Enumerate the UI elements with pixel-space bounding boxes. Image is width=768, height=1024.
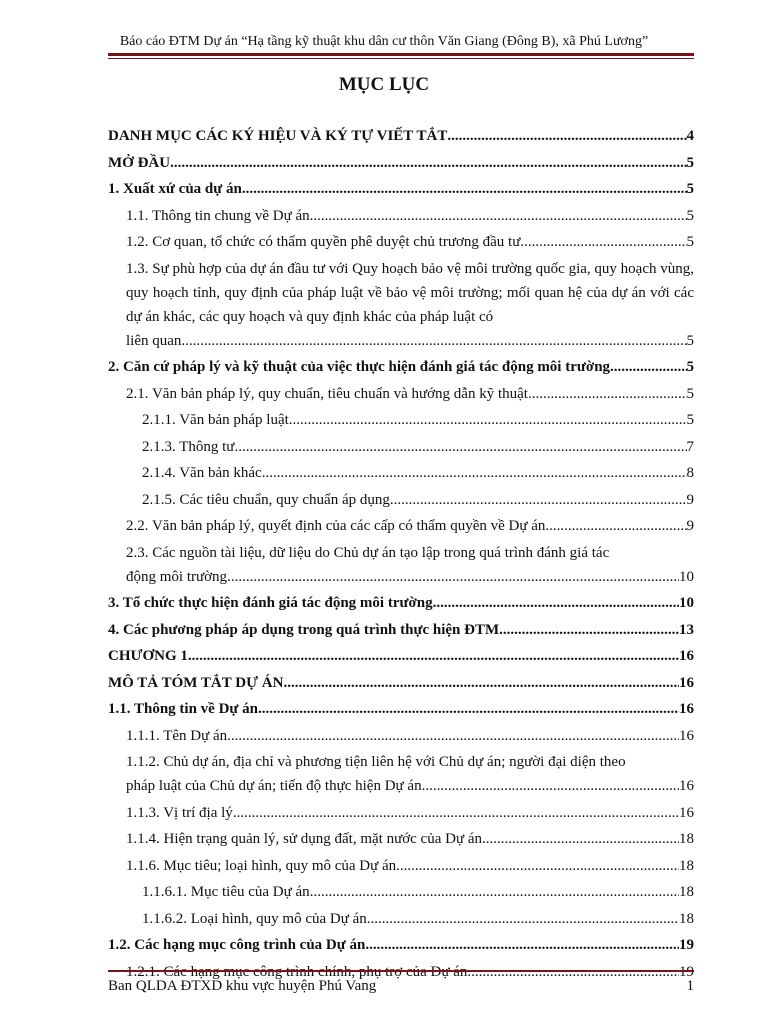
toc-entry[interactable] <box>108 644 694 668</box>
toc-entry-title: 1.1.3. Vị trí địa lý <box>126 804 233 821</box>
toc-entry-page: 9 <box>686 518 694 534</box>
toc-entry-title: liên quan <box>126 332 182 349</box>
toc-entry[interactable] <box>108 461 694 485</box>
toc-entry-line <box>142 880 694 904</box>
toc-entry-title: 1.1.6.1. Mục tiêu của Dự án <box>142 884 310 900</box>
toc-entry[interactable] <box>108 408 694 432</box>
toc-dot-leader <box>242 177 687 201</box>
toc-entry-page: 5 <box>686 181 694 197</box>
toc-entry-title: 1.1.1. Tên Dự án <box>126 727 228 744</box>
toc-entry-title: pháp luật của Chủ dự án; tiến độ thực hiện Dự án <box>126 778 422 794</box>
toc-entry-line <box>126 565 694 589</box>
toc-dot-leader <box>422 774 679 798</box>
toc-dot-leader <box>545 514 686 538</box>
toc-entry[interactable] <box>108 933 694 957</box>
toc-entry-page: 10 <box>679 595 694 611</box>
toc-entry-title: 1.1. Thông tin chung về Dự án <box>126 207 310 224</box>
toc-entry-wrapped-text: 2.3. Các nguồn tài liệu, dữ liệu do Chủ dự án tạo lập trong quá trình đánh giá tác <box>126 544 610 561</box>
toc-entry-line <box>108 177 694 201</box>
toc-dot-leader <box>528 382 687 406</box>
toc-entry-title: động môi trường <box>126 568 228 585</box>
toc-entry[interactable] <box>108 907 694 931</box>
toc-entry-line <box>108 124 694 148</box>
toc-entry-title: MỞ ĐẦU <box>108 154 171 171</box>
toc-entry[interactable] <box>108 382 694 406</box>
toc-entry-title: MÔ TẢ TÓM TẮT DỰ ÁN <box>108 674 284 691</box>
toc-entry[interactable] <box>108 880 694 904</box>
toc-dot-leader <box>365 933 679 957</box>
toc-entry-title: 1.1.6. Mục tiêu; loại hình, quy mô của Dự án <box>126 857 397 874</box>
toc-entry[interactable] <box>108 435 694 459</box>
toc-entry-line <box>126 827 694 851</box>
toc-dot-leader <box>499 618 679 642</box>
toc-entry-line <box>126 204 694 228</box>
toc-entry-line <box>126 514 694 538</box>
toc-dot-leader <box>390 488 687 512</box>
toc-entry-page: 5 <box>686 412 694 428</box>
toc-dot-leader <box>188 644 679 668</box>
toc-entry-line <box>108 591 694 615</box>
toc-entry-line <box>142 435 694 459</box>
footer-organization: Ban QLDA ĐTXD khu vực huyện Phú Vang <box>108 978 377 994</box>
toc-entry-title: DANH MỤC CÁC KÝ HIỆU VÀ KÝ TỰ VIẾT TẮT <box>108 128 448 144</box>
toc-entry-title: 2.1. Văn bản pháp lý, quy chuẩn, tiêu chuẩn và hướng dẫn kỹ thuật <box>126 385 528 402</box>
toc-entry-page: 5 <box>686 385 694 402</box>
toc-entry-page: 13 <box>679 621 694 638</box>
running-header: Báo cáo ĐTM Dự án “Hạ tầng kỹ thuật khu dân cư thôn Văn Giang (Đông B), xã Phú Lương” <box>119 34 649 49</box>
toc-dot-leader <box>227 565 679 589</box>
toc-entry-line <box>126 854 694 878</box>
toc-entry-page: 19 <box>679 937 694 953</box>
toc-entry-wrapped-text: 1.1.2. Chủ dự án, địa chỉ và phương tiện liên hệ với Chủ dự án; người đại diện theo <box>126 754 626 770</box>
toc-entry-title: 1. Xuất xứ của dự án <box>108 181 242 197</box>
toc-entry-line <box>108 697 694 721</box>
toc-entry-title: 2. Căn cứ pháp lý và kỹ thuật của việc thực hiện đánh giá tác động môi trường <box>108 359 611 375</box>
toc-entry-page: 5 <box>686 207 694 224</box>
toc-entry-wrapped-text: 1.3. Sự phù hợp của dự án đầu tư với Quy hoạch bảo vệ môi trường quốc gia, quy hoạch vùng, quy hoạch tỉnh, quy định của pháp luật về bảo vệ môi trường; mối quan hệ của dự án với các dự án khác, các quy hoạch và quy định khác của pháp luật có <box>126 260 694 325</box>
toc-entry[interactable] <box>108 151 694 175</box>
toc-entry[interactable] <box>108 541 694 589</box>
toc-entry[interactable] <box>108 124 694 148</box>
toc-entry[interactable] <box>108 827 694 851</box>
toc-entry[interactable] <box>108 488 694 512</box>
toc-entry-line <box>126 724 694 748</box>
toc-entry[interactable] <box>108 230 694 254</box>
toc-entry-title: 3. Tổ chức thực hiện đánh giá tác động môi trường <box>108 595 433 611</box>
toc-entry-page: 16 <box>679 648 694 664</box>
toc-dot-leader <box>181 329 686 353</box>
toc-entry[interactable] <box>108 177 694 201</box>
toc-entry-page: 5 <box>686 359 694 375</box>
toc-entry[interactable] <box>108 355 694 379</box>
toc-entry-line <box>142 408 694 432</box>
toc-entry-page: 8 <box>686 465 694 481</box>
header-rule-thick <box>108 53 694 56</box>
toc-dot-leader <box>234 435 686 459</box>
toc-entry-line <box>126 801 694 825</box>
page-title: MỤC LỤC <box>338 74 430 95</box>
toc-dot-leader <box>447 124 686 148</box>
toc-dot-leader <box>520 230 686 254</box>
toc-entry-line <box>126 774 694 798</box>
toc-entry-title: 2.1.1. Văn bản pháp luật <box>142 412 289 428</box>
toc-entry-title: 1.1. Thông tin về Dự án <box>108 701 259 717</box>
toc-entry-page: 18 <box>679 857 694 874</box>
toc-entry-line <box>126 382 694 406</box>
toc-entry[interactable] <box>108 618 694 642</box>
toc-entry-page: 5 <box>686 154 694 171</box>
toc-entry[interactable] <box>108 591 694 615</box>
toc-dot-leader <box>262 461 687 485</box>
toc-entry-line <box>142 461 694 485</box>
toc-entry-page: 10 <box>679 568 694 585</box>
toc-dot-leader <box>610 355 686 379</box>
toc-entry-title: 1.2. Cơ quan, tổ chức có thẩm quyền phê duyệt chủ trương đầu tư <box>126 234 521 250</box>
toc-dot-leader <box>367 907 679 931</box>
table-of-contents <box>108 124 694 986</box>
toc-entry[interactable] <box>108 671 694 695</box>
toc-entry-title: 2.1.4. Văn bản khác <box>142 465 262 481</box>
toc-dot-leader <box>482 827 679 851</box>
toc-entry-line <box>108 355 694 379</box>
toc-entry-line <box>108 644 694 668</box>
toc-entry-page: 19 <box>679 963 694 980</box>
toc-dot-leader <box>283 671 679 695</box>
toc-entry-title: 1.1.4. Hiện trạng quản lý, sử dụng đất, mặt nước của Dự án <box>126 831 482 847</box>
toc-entry-title: 4. Các phương pháp áp dụng trong quá trình thực hiện ĐTM <box>108 621 500 638</box>
toc-entry-page: 7 <box>686 438 694 455</box>
toc-entry-line <box>108 151 694 175</box>
toc-entry-title: 2.1.3. Thông tư <box>142 438 235 455</box>
toc-entry-page: 16 <box>679 727 694 744</box>
footer-page-number: 1 <box>686 978 694 994</box>
toc-dot-leader <box>289 408 687 432</box>
toc-entry-title: 2.2. Văn bản pháp lý, quyết định của các cấp có thẩm quyền về Dự án <box>126 518 546 534</box>
toc-entry-title: 1.2. Các hạng mục công trình của Dự án <box>108 937 366 953</box>
toc-entry[interactable] <box>108 750 694 798</box>
toc-dot-leader <box>170 151 686 175</box>
toc-entry-page: 5 <box>686 332 694 349</box>
toc-entry-line <box>142 488 694 512</box>
toc-entry-page: 18 <box>679 910 694 927</box>
toc-entry-page: 16 <box>679 778 694 794</box>
toc-entry[interactable] <box>108 854 694 878</box>
toc-entry-line <box>126 230 694 254</box>
footer-rule <box>108 970 694 972</box>
toc-entry-page: 4 <box>686 128 694 144</box>
toc-dot-leader <box>233 801 679 825</box>
toc-entry-page: 16 <box>679 701 694 717</box>
toc-dot-leader <box>396 854 679 878</box>
toc-entry-page: 18 <box>679 831 694 847</box>
toc-entry-line <box>108 933 694 957</box>
toc-entry-title: CHƯƠNG 1 <box>108 648 188 664</box>
toc-entry-page: 16 <box>679 804 694 821</box>
toc-entry-line <box>142 907 694 931</box>
toc-entry[interactable] <box>108 514 694 538</box>
toc-entry-page: 9 <box>686 491 694 508</box>
toc-entry[interactable] <box>108 204 694 228</box>
toc-entry-page: 5 <box>686 234 694 250</box>
toc-dot-leader <box>310 204 687 228</box>
toc-entry-line <box>108 618 694 642</box>
toc-dot-leader <box>310 880 679 904</box>
toc-dot-leader <box>433 591 679 615</box>
toc-entry-title: 2.1.5. Các tiêu chuẩn, quy chuẩn áp dụng <box>142 491 390 508</box>
header-rule-thin <box>108 58 694 59</box>
toc-entry-title: 1.2.1. Các hạng mục công trình chính, phụ trợ của Dự án <box>126 963 468 980</box>
toc-entry-line <box>108 671 694 695</box>
toc-entry-title: 1.1.6.2. Loại hình, quy mô của Dự án <box>142 910 367 927</box>
toc-entry[interactable] <box>108 697 694 721</box>
toc-entry[interactable] <box>108 724 694 748</box>
toc-entry[interactable] <box>108 257 694 353</box>
toc-entry-page: 18 <box>679 884 694 900</box>
toc-entry-line <box>126 329 694 353</box>
toc-entry-page: 16 <box>679 674 694 691</box>
toc-entry[interactable] <box>108 801 694 825</box>
toc-dot-leader <box>227 724 679 748</box>
toc-dot-leader <box>258 697 679 721</box>
